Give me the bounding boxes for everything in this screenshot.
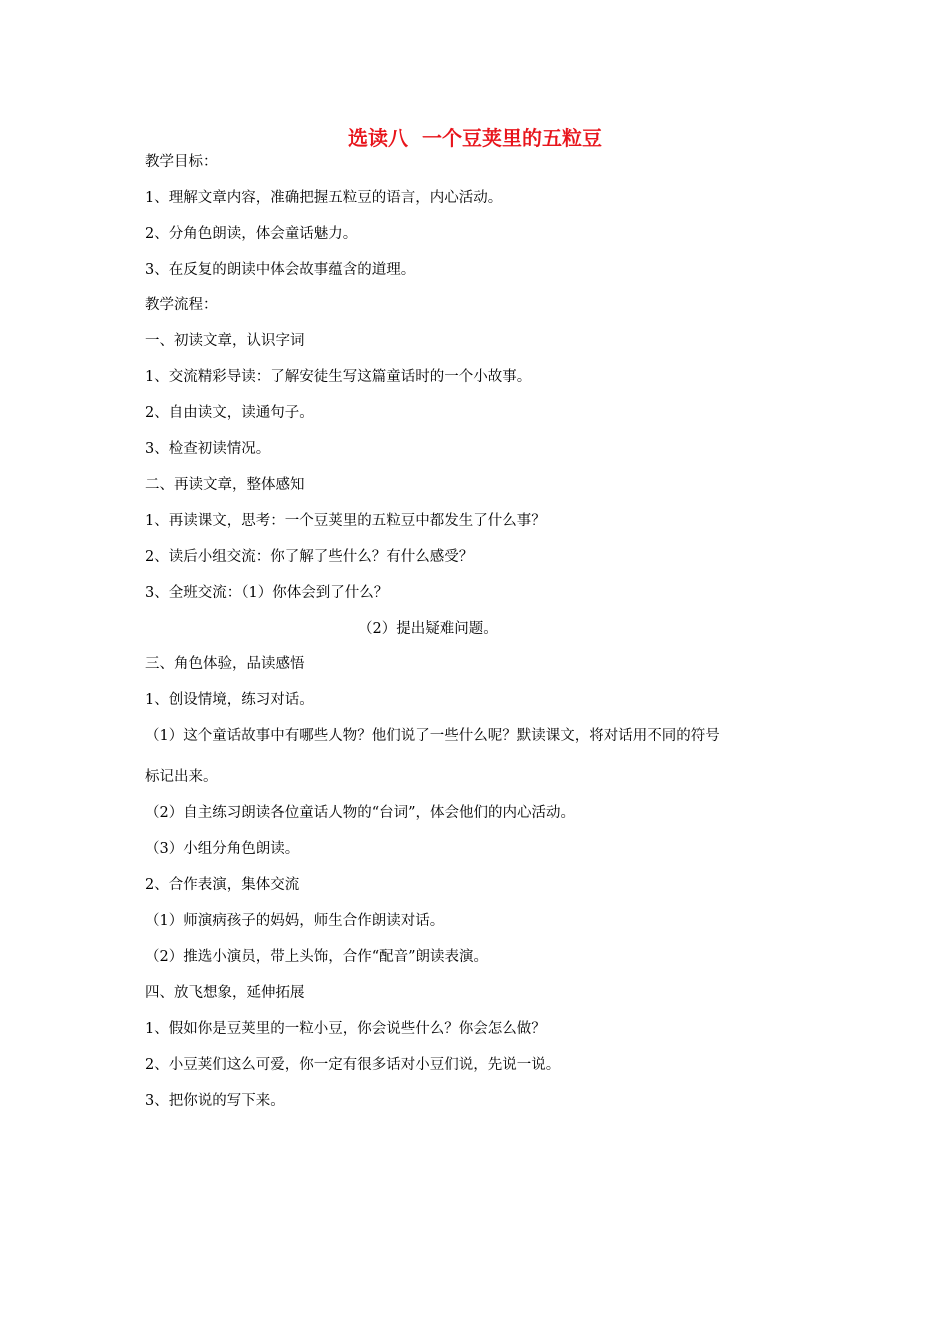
section-3-heading: 三、角色体验，品读感悟 [145,656,305,672]
section-4-heading: 四、放飞想象，延伸拓展 [145,985,305,1001]
section-2-item-1: 1、再读课文，思考：一个豆荚里的五粒豆中都发生了什么事？ [145,513,546,529]
section-1-item-2: 2、自由读文，读通句子。 [145,405,314,421]
section-4-item-3: 3、把你说的写下来。 [145,1093,285,1109]
section-3-item-2-sub-2: （2）推选小演员，带上头饰，合作“配音”朗读表演。 [145,949,489,965]
section-3-item-1-sub-1a: （1）这个童话故事中有哪些人物？他们说了一些什么呢？默读课文，将对话用不同的符号 [145,728,720,744]
goals-heading: 教学目标： [145,154,218,170]
section-1-heading: 一、初读文章，认识字词 [145,333,305,349]
section-4-item-1: 1、假如你是豆荚里的一粒小豆，你会说些什么？你会怎么做？ [145,1021,546,1037]
section-1-item-1: 1、交流精彩导读：了解安徒生写这篇童话时的一个小故事。 [145,369,532,385]
goal-item-1: 1、理解文章内容，准确把握五粒豆的语言，内心活动。 [145,190,503,206]
goal-item-2: 2、分角色朗读，体会童话魅力。 [145,226,358,242]
section-3-item-2: 2、合作表演，集体交流 [145,877,300,893]
section-2-item-3-sub: （2）提出疑难问题。 [358,621,498,637]
section-3-item-1: 1、创设情境，练习对话。 [145,692,314,708]
page-title: 选读八 一个豆荚里的五粒豆 [348,126,602,150]
section-1-item-3: 3、检查初读情况。 [145,441,271,457]
goal-item-3: 3、在反复的朗读中体会故事蕴含的道理。 [145,262,416,278]
section-2-item-3: 3、全班交流：（1）你体会到了什么？ [145,585,389,601]
section-3-item-1-sub-1b: 标记出来。 [145,769,218,785]
section-3-item-2-sub-1: （1）师演病孩子的妈妈，师生合作朗读对话。 [145,913,445,929]
section-3-item-1-sub-3: （3）小组分角色朗读。 [145,841,300,857]
section-2-heading: 二、再读文章，整体感知 [145,477,305,493]
section-3-item-1-sub-2: （2）自主练习朗读各位童话人物的“台词”，体会他们的内心活动。 [145,805,576,821]
process-heading: 教学流程： [145,297,218,313]
section-2-item-2: 2、读后小组交流：你了解了些什么？有什么感受？ [145,549,474,565]
section-4-item-2: 2、小豆荚们这么可爱，你一定有很多话对小豆们说，先说一说。 [145,1057,561,1073]
